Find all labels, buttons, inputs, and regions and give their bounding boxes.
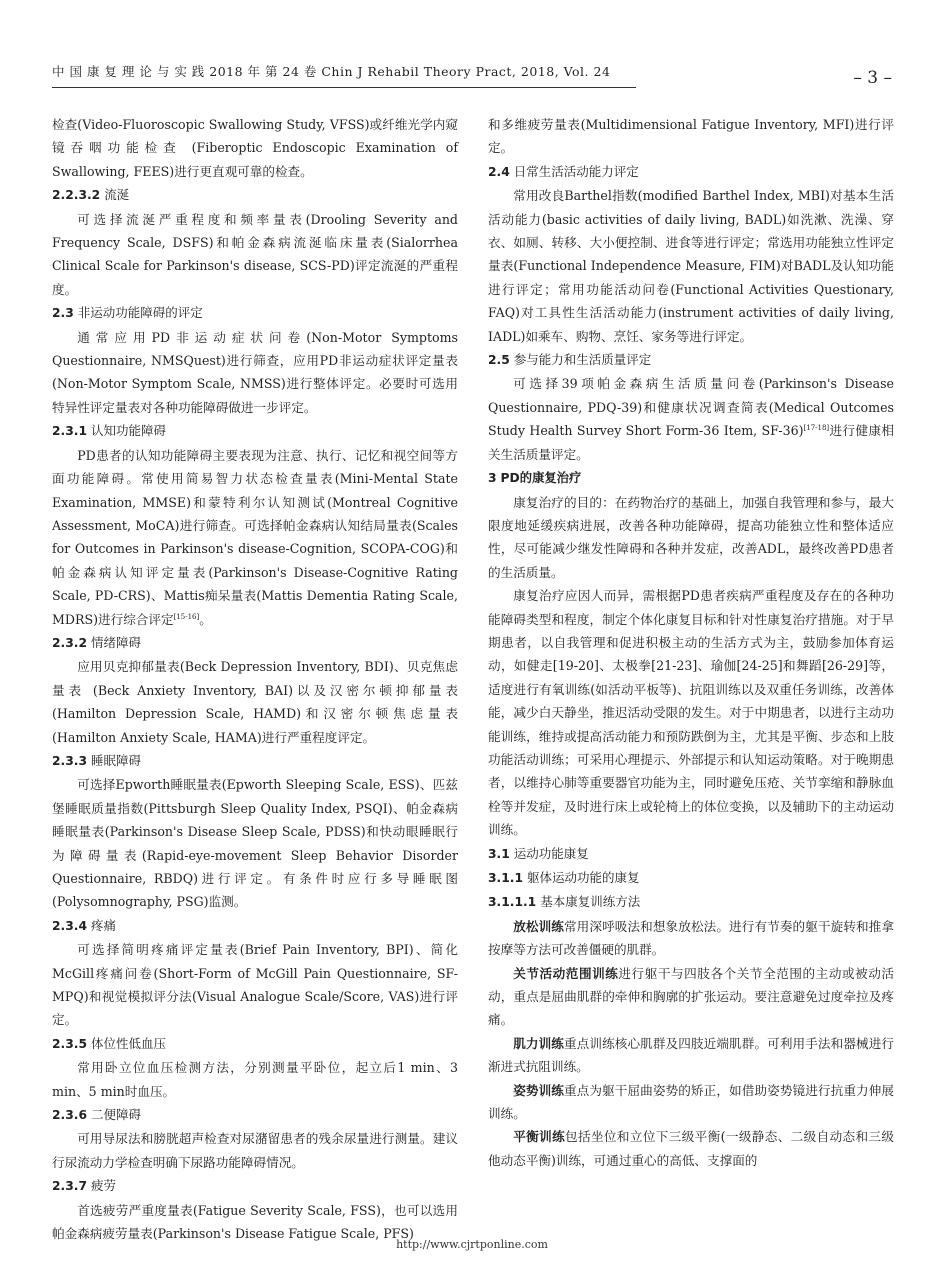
paragraph-text: 康复治疗应因人而异，需根据PD患者疾病严重程度及存在的各种功能障碍类型和程度，制定个体化康复目标和针对性康复治疗措施。对于早期患者，以自我管理和促进积极主动的生活方式为主，鼓励参加体育运动，如健走[19-20]、太极拳[21-23]、瑜伽[24-25]和舞蹈[26-29]等，适度进行有氧训练(如活动平板等)、抗阻训练以及双重任务训练，改善体能，减少白天静坐，推迟活动受限的发生。对于中期患者，以进行主动功能训练，维持或提高活动能力和预防跌倒为主，尤其是平衡、步态和上肢功能活动训练；可采用心理提示、外部提示和认知运动策略。对于晚期患者，以维持心肺等重要器官功能为主，同时避免压疮、关节挛缩和静脉血栓等并发症，及时进行床上或轮椅上的体位变换，以及辅助下的主动运动训练。	[488, 588, 894, 838]
subsection-heading	[52, 183, 458, 207]
heading-number: 2.3	[52, 306, 74, 321]
subsection-heading	[52, 1032, 458, 1056]
paragraph-text: 重点训练核心肌群及四肢近端肌群。可利用手法和器械进行渐进式抗阻训练。	[488, 1035, 895, 1075]
heading-title: 疲劳	[91, 1178, 117, 1194]
paragraph-text: 重点为躯干屈曲姿势的矫正，如借助姿势镜进行抗重力伸展训练。	[488, 1082, 895, 1122]
paragraph	[488, 184, 894, 348]
paragraph-text: PD患者的认知功能障碍主要表现为注意、执行、记忆和视空间等方面功能障碍。常使用简易智力状态检查量表(Mini-Mental State Examination, MMSE)和蒙特利尔认知测试(Montreal Cognitive Assessment, MoCA)进行筛查。可选择帕金森病认知结局量表(Scales for Outcomes in Parkinson's disease-Cognition, SCOPA-COG)和帕金森病认知评定量表(Parkinson's Disease-Cognitive Rating Scale, PD-CRS)、Mattis痴呆量表(Mattis Dementia Rating Scale, MDRS)进行综合评定	[52, 447, 458, 627]
heading-number: 2.5	[488, 353, 510, 368]
paragraph-text: 和多维疲劳量表(Multidimensional Fatigue Inventory, MFI)进行评定。	[488, 117, 894, 156]
paragraph-text: 康复治疗的目的：在药物治疗的基础上，加强自我管理和参与，最大限度地延缓疾病进展，改善各种功能障碍，提高功能独立性和整体适应性，尽可能减少继发性障碍和各种并发症，改善ADL，最终改善PD患者的生活质量。	[488, 494, 894, 580]
page-number: – 3 –	[853, 68, 892, 88]
paragraph-term: 放松训练	[513, 918, 564, 934]
header-rule	[52, 87, 636, 88]
heading-title: 非运动功能障碍的评定	[77, 305, 203, 321]
paragraph-term: 姿势训练	[513, 1082, 564, 1098]
heading-title: 体位性低血压	[91, 1035, 167, 1051]
heading-title: 运动功能康复	[513, 845, 589, 861]
heading-number: 2.3.3	[52, 753, 88, 768]
subsection-heading	[52, 749, 458, 773]
paragraph-text: 可选择39项帕金森病生活质量问卷(Parkinson's Disease Questionnaire, PDQ-39)和健康状况调查简表(Medical Outcomes Study Health Survey Short Form-36 Item, SF-36)	[488, 376, 894, 439]
heading-title: 疼痛	[91, 917, 117, 933]
paragraph-text: 包括坐位和立位下三级平衡(一级静态、二级自动态和三级他动态平衡)训练，可通过重心的高低、支撑面的	[488, 1129, 895, 1168]
subsection-heading	[488, 348, 894, 372]
citation-ref: [15-16]	[173, 612, 200, 621]
subsection-heading	[488, 866, 894, 890]
footer-url[interactable]: http://www.cjrtponline.com	[396, 1238, 548, 1251]
paragraph	[52, 1056, 458, 1103]
heading-title: 参与能力和生活质量评定	[513, 352, 652, 368]
section-heading	[488, 466, 894, 490]
heading-number: 2.3.1	[52, 424, 88, 439]
paragraph-text: 首选疲劳严重度量表(Fatigue Severity Scale, FSS)，也可以选用帕金森病疲劳量表(Parkinson's Disease Fatigue Scale, PFS)	[52, 1202, 458, 1242]
paragraph	[52, 208, 458, 302]
paragraph-text: 常用卧立位血压检测方法，分别测量平卧位，起立后1 min、3 min、5 min时血压。	[52, 1060, 458, 1099]
paragraph-text: 可用导尿法和膀胱超声检查对尿潴留患者的残余尿量进行测量。建议行尿流动力学检查明确下尿路功能障碍情况。	[52, 1131, 458, 1170]
paragraph-text: 应用贝克抑郁量表(Beck Depression Inventory, BDI)、贝克焦虑量表 (Beck Anxiety Inventory, BAI)以及汉密尔顿抑郁量表(Hamilton Depression Scale, HAMD)和汉密尔顿焦虑量表(Hamilton Anxiety Scale, HAMA)进行严重程度评定。	[52, 659, 458, 745]
heading-number: 2.3.5	[52, 1036, 88, 1051]
paragraph	[488, 113, 894, 160]
subsection-heading	[52, 914, 458, 938]
paragraph-text: 可选择流涎严重程度和频率量表(Drooling Severity and Frequency Scale, DSFS)和帕金森病流涎临床量表(Sialorrhea Clinical Scale for Parkinson's disease, SCS-PD)评定流涎的严重程度。	[52, 211, 458, 297]
paragraph	[488, 962, 894, 1032]
paragraph	[488, 372, 894, 466]
left-column	[52, 113, 458, 1246]
heading-number: 3.1.1.1	[488, 895, 537, 910]
subsection-heading	[52, 301, 458, 325]
heading-title: 睡眠障碍	[91, 752, 142, 768]
paragraph-term: 平衡训练	[513, 1129, 566, 1145]
paragraph-text: 进行躯干与四肢各个关节全范围的主动或被动活动，重点是屈曲肌群的牵伸和胸廓的扩张运动。要注意避免过度牵拉及疼痛。	[488, 965, 895, 1028]
subsection-heading	[52, 631, 458, 655]
heading-title: 日常生活活动能力评定	[513, 163, 639, 179]
heading-title: 流涎	[104, 187, 130, 203]
right-column	[488, 113, 894, 1172]
heading-title: 认知功能障碍	[91, 423, 167, 439]
paragraph	[488, 584, 894, 841]
heading-title: 躯体运动功能的康复	[527, 870, 640, 885]
subsection-heading	[488, 890, 894, 914]
heading-number: 2.3.7	[52, 1179, 88, 1194]
heading-title: PD的康复治疗	[500, 471, 582, 486]
paragraph	[52, 655, 458, 749]
running-header: 中 国 康 复 理 论 与 实 践 2018 年 第 24 卷 Chin J Rehabil Theory Pract, 2018, Vol. 24	[52, 64, 611, 79]
heading-number: 2.3.6	[52, 1108, 88, 1123]
paragraph-text: 可选择Epworth睡眠量表(Epworth Sleeping Scale, ESS)、匹兹堡睡眠质量指数(Pittsburgh Sleep Quality Index, PSQI)、帕金森病睡眠量表(Parkinson's Disease Sleep Scale, PDSS)和快动眼睡眠行为障碍量表(Rapid-eye-movement Sleep Behavior Disorder Questionnaire, RBDQ)进行评定。有条件时应行多导睡眠图(Polysomnography, PSG)监测。	[52, 777, 458, 910]
heading-title: 基本康复训练方法	[540, 894, 641, 910]
paragraph	[52, 938, 458, 1032]
paragraph-text-after: 。	[199, 611, 212, 627]
paragraph	[488, 491, 894, 585]
paragraph	[52, 1127, 458, 1174]
paragraph	[488, 915, 894, 962]
paragraph	[488, 1125, 894, 1172]
paragraph-text: 通常应用PD非运动症状问卷(Non-Motor Symptoms Questionnaire, NMSQuest)进行筛查，应用PD非运动症状评定量表(Non-Motor Symptom Scale, NMSS)进行整体评定。必要时可选用特异性评定量表对各种功能障碍做进一步评定。	[52, 329, 458, 415]
paragraph	[52, 326, 458, 420]
citation-ref: [17-18]	[803, 424, 830, 433]
paragraph	[488, 1032, 894, 1079]
subsection-heading	[488, 160, 894, 184]
heading-title: 二便障碍	[91, 1107, 142, 1123]
paragraph-text: 可选择简明疼痛评定量表(Brief Pain Inventory, BPI)、简化McGill疼痛问卷(Short-Form of McGill Pain Questionnaire, SF-MPQ)和视觉模拟评分法(Visual Analogue Scale/Score, VAS)进行评定。	[52, 942, 458, 1028]
heading-number: 3.1	[488, 846, 510, 861]
heading-number: 3	[488, 471, 497, 486]
heading-number: 2.4	[488, 164, 510, 179]
paragraph	[52, 773, 458, 913]
paragraph-term: 肌力训练	[513, 1035, 564, 1051]
paragraph-text: 检查(Video-Fluoroscopic Swallowing Study, VFSS)或纤维光学内窥镜吞咽功能检查 (Fiberoptic Endoscopic Examination of Swallowing, FEES)进行更直观可靠的检查。	[52, 117, 458, 179]
subsection-heading	[52, 1174, 458, 1198]
paragraph-text-after: 进行健康相关生活质量评定。	[488, 423, 895, 462]
heading-number: 3.1.1	[488, 871, 524, 885]
subsection-heading	[488, 842, 894, 866]
paragraph-text: 常用改良Barthel指数(modified Barthel Index, MBI)对基本生活活动能力(basic activities of daily living, BADL)如洗漱、洗澡、穿衣、如厕、转移、大小便控制、进食等进行评定；常选用功能独立性评定量表(Functional Independence Measure, FIM)对BADL及认知功能进行评定；常用功能活动问卷(Functional Activities Questionary, FAQ)对工具性生活活动能力(instrument activities of daily living, IADL)如乘车、购物、烹饪、家务等进行评定。	[488, 188, 894, 344]
heading-number: 2.2.3.2	[52, 188, 101, 203]
subsection-heading	[52, 419, 458, 443]
subsection-heading	[52, 1103, 458, 1127]
paragraph	[488, 1079, 894, 1126]
paragraph	[52, 113, 458, 183]
paragraph-term: 关节活动范围训练	[513, 965, 619, 981]
heading-title: 情绪障碍	[91, 634, 142, 650]
heading-number: 2.3.4	[52, 918, 88, 933]
paragraph	[52, 444, 458, 631]
paragraph-text: 常用深呼吸法和想象放松法。进行有节奏的躯干旋转和推拿按摩等方法可改善僵硬的肌群。	[488, 918, 895, 958]
heading-number: 2.3.2	[52, 635, 88, 650]
